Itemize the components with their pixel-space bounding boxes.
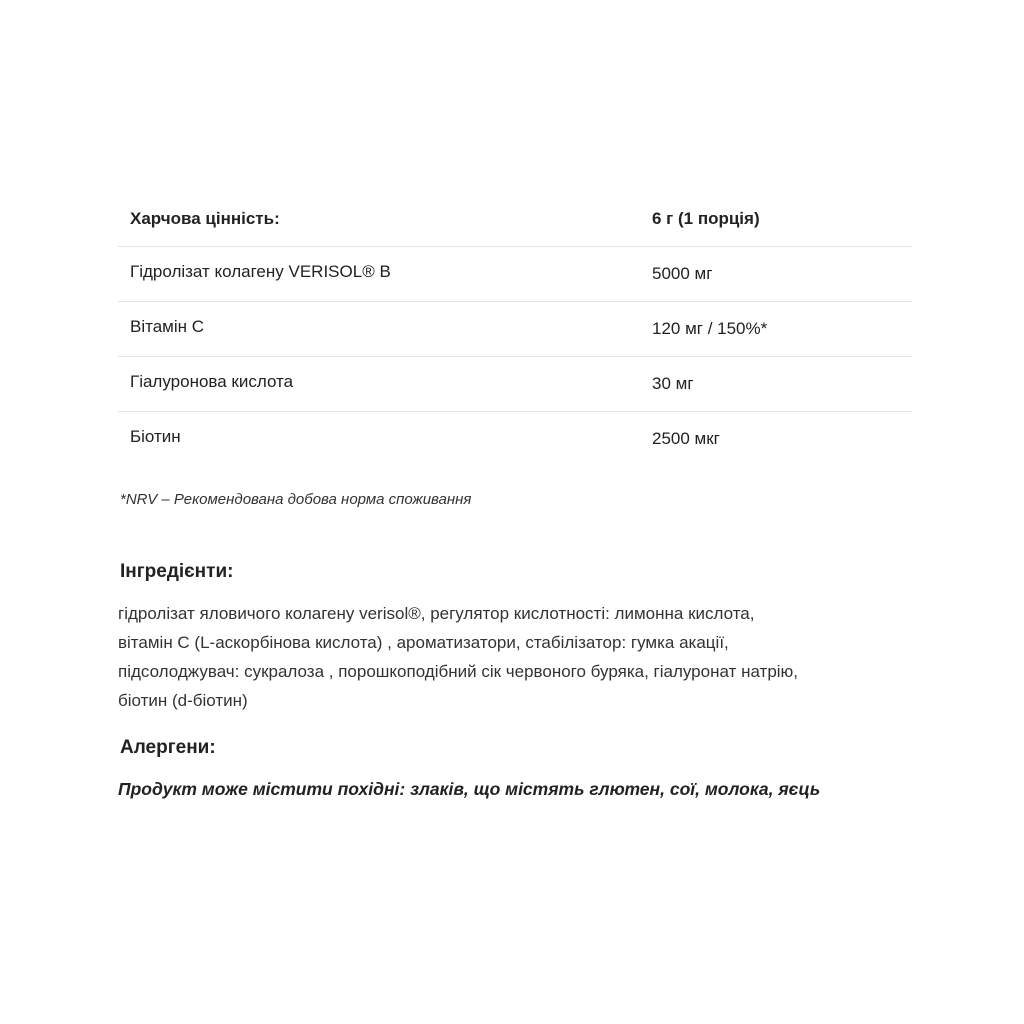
- ingredients-text: [118, 599, 918, 715]
- table-row: [118, 412, 912, 466]
- nutrient-value: 5000 мг: [652, 264, 713, 283]
- nrv-footnote: *NRV – Рекомендована добова норма споживання: [120, 491, 472, 508]
- ingredients-line: біотин (d-біотин): [118, 691, 248, 710]
- table-row: [118, 357, 912, 412]
- nutrition-header-label: Харчова цінність:: [130, 209, 280, 228]
- nutrition-table-header: [118, 192, 912, 247]
- ingredients-heading: Інгредієнти:: [120, 561, 234, 582]
- ingredients-line: вітамін С (L-аскорбінова кислота) , ароматизатори, стабілізатор: гумка акації,: [118, 633, 729, 652]
- nutrient-value: 120 мг / 150%*: [652, 319, 768, 338]
- nutrient-value: 2500 мкг: [652, 429, 720, 448]
- nutrient-name: Вітамін С: [130, 317, 205, 336]
- nutrient-name: Гідролізат колагену VERISOL® B: [130, 262, 391, 281]
- nutrient-name: Гіалуронова кислота: [130, 372, 294, 391]
- nutrient-value: 30 мг: [652, 374, 694, 393]
- table-row: [118, 247, 912, 302]
- nutrient-name: Біотин: [130, 427, 181, 446]
- allergens-text: Продукт може містити похідні: злаків, що містять глютен, сої, молока, яєць: [118, 779, 821, 799]
- ingredients-line: підсолоджувач: сукралоза , порошкоподібний сік червоного буряка, гіалуронат натрію,: [118, 662, 799, 681]
- ingredients-line: гідролізат яловичого колагену verisol®, регулятор кислотності: лимонна кислота,: [118, 604, 755, 623]
- allergens-heading: Алергени:: [120, 737, 216, 758]
- table-row: [118, 302, 912, 357]
- nutrition-header-serving: 6 г (1 порція): [652, 209, 760, 228]
- nutrition-table: [118, 192, 912, 466]
